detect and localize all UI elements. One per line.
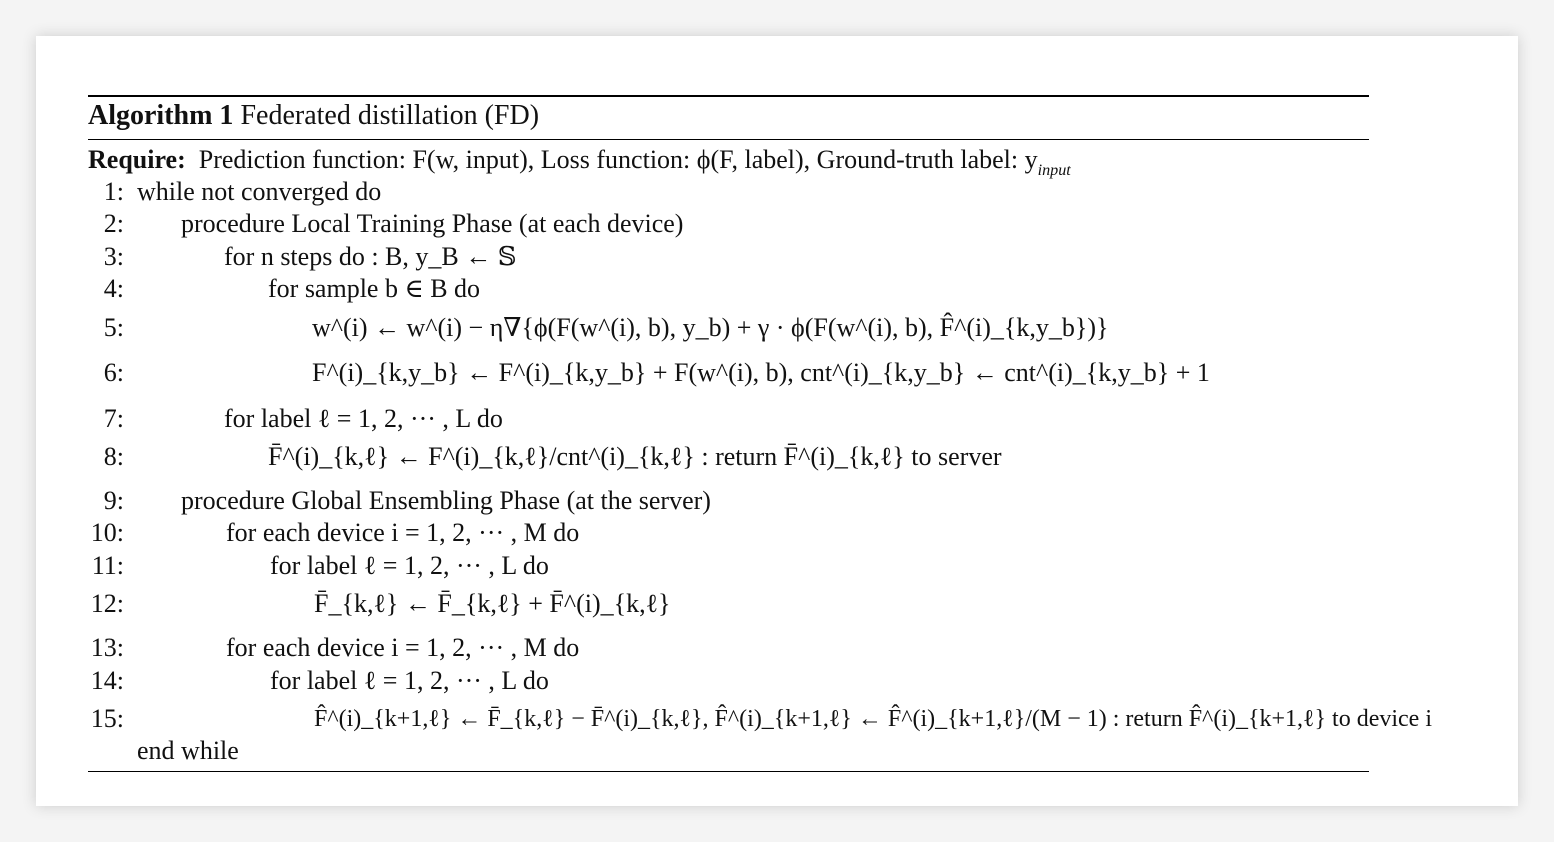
- algorithm-line-5: w^(i) ← w^(i) − η∇{ϕ(F(w^(i), b), y_b) + γ · ϕ(F(w^(i), b), F̂^(i)_{k,y_b})}: [312, 313, 1109, 342]
- line-number: 10:: [90, 518, 124, 547]
- line-number: 13:: [90, 633, 124, 662]
- line-number: 2:: [103, 209, 124, 238]
- header-rule: [88, 139, 1369, 140]
- algorithm-line-13: for each device i = 1, 2, ··· , M do: [226, 633, 580, 662]
- line-number: 3:: [103, 242, 124, 271]
- top-rule: [88, 95, 1369, 97]
- algorithm-line-12: F̄_{k,ℓ} ← F̄_{k,ℓ} + F̄^(i)_{k,ℓ}: [314, 589, 671, 618]
- algorithm-line-4: for sample b ∈ B do: [268, 274, 481, 303]
- line-number: 9:: [103, 486, 124, 515]
- algorithm-line-15: F̂^(i)_{k+1,ℓ} ← F̄_{k,ℓ} − F̄^(i)_{k,ℓ}, F̂^(i)_{k+1,ℓ} ← F̂^(i)_{k+1,ℓ}/(M − 1) : return F̂^(i)_{k+1,ℓ} to device i: [314, 706, 1433, 732]
- require-label: Require:: [88, 145, 186, 174]
- require-sub: input: [1037, 161, 1071, 179]
- algorithm-line-2: procedure Local Training Phase (at each device): [181, 209, 684, 238]
- algorithm-line-11: for label ℓ = 1, 2, ··· , L do: [270, 551, 549, 580]
- algorithm-line-14: for label ℓ = 1, 2, ··· , L do: [270, 666, 549, 695]
- algorithm-line-10: for each device i = 1, 2, ··· , M do: [226, 518, 580, 547]
- line-number: 4:: [103, 274, 124, 303]
- end-while: end while: [137, 736, 239, 765]
- line-number: 5:: [103, 313, 124, 342]
- line-number: 7:: [103, 404, 124, 433]
- algorithm-line-6: F^(i)_{k,y_b} ← F^(i)_{k,y_b} + F(w^(i), b), cnt^(i)_{k,y_b} ← cnt^(i)_{k,y_b} + 1: [312, 358, 1210, 387]
- bottom-rule: [88, 771, 1369, 772]
- algorithm-title: Federated distillation (FD): [240, 100, 540, 131]
- line-number: 6:: [103, 358, 124, 387]
- algorithm-line-9: procedure Global Ensembling Phase (at the server): [181, 486, 711, 515]
- algorithm-line-1: while not converged do: [137, 177, 382, 206]
- require-line: [88, 144, 1071, 179]
- line-number: 15:: [90, 704, 124, 733]
- algorithm-line-7: for label ℓ = 1, 2, ··· , L do: [224, 404, 503, 433]
- line-number: 1:: [103, 177, 124, 206]
- line-number: 14:: [90, 666, 124, 695]
- line-number: 11:: [91, 551, 124, 580]
- algorithm-line-3: for n steps do : B, y_B ← 𝕊: [224, 242, 517, 271]
- line-number: 8:: [103, 442, 124, 471]
- require-text: Prediction function: F(w, input), Loss function: ϕ(F, label), Ground-truth label: y: [198, 145, 1038, 174]
- algorithm-label: Algorithm 1: [88, 100, 234, 131]
- line-number: 12:: [90, 589, 124, 618]
- algorithm-line-8: F̄^(i)_{k,ℓ} ← F^(i)_{k,ℓ}/cnt^(i)_{k,ℓ} : return F̄^(i)_{k,ℓ} to server: [268, 442, 1002, 471]
- algorithm-caption: [88, 99, 539, 133]
